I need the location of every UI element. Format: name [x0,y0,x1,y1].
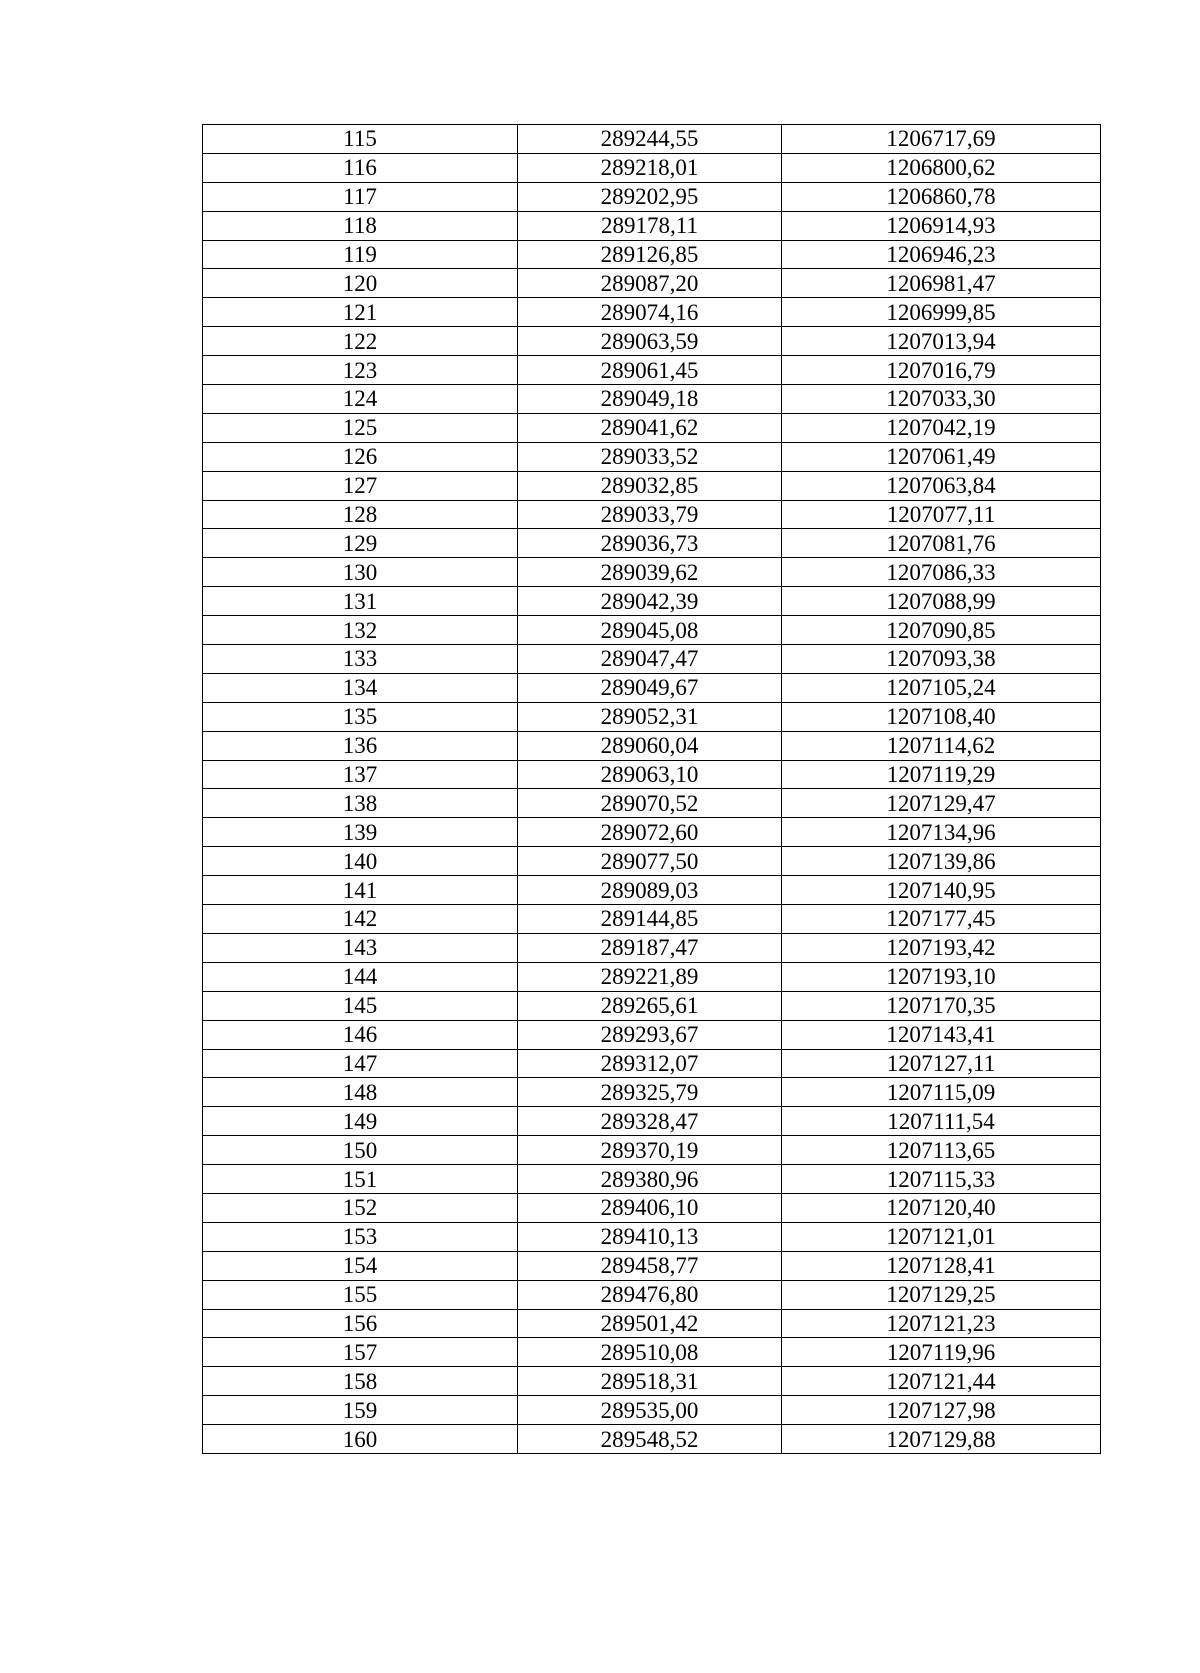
table-row [203,327,1101,356]
table-row [203,1049,1101,1078]
x-coordinate-cell: 289221,89 [518,962,782,991]
table-row [203,182,1101,211]
y-coordinate-cell: 1206981,47 [782,269,1101,298]
y-coordinate-cell: 1206999,85 [782,298,1101,327]
x-coordinate-cell: 289380,96 [518,1165,782,1194]
x-coordinate-cell: 289202,95 [518,182,782,211]
y-coordinate-cell: 1207113,65 [782,1136,1101,1165]
y-coordinate-cell: 1207013,94 [782,327,1101,356]
point-number-cell: 122 [203,327,518,356]
point-number-cell: 157 [203,1338,518,1367]
table-row [203,413,1101,442]
y-coordinate-cell: 1206717,69 [782,125,1101,154]
point-number-cell: 146 [203,1020,518,1049]
x-coordinate-cell: 289178,11 [518,211,782,240]
point-number-cell: 128 [203,500,518,529]
x-coordinate-cell: 289535,00 [518,1396,782,1425]
y-coordinate-cell: 1207193,10 [782,962,1101,991]
table-row [203,442,1101,471]
y-coordinate-cell: 1207081,76 [782,529,1101,558]
table-row [203,211,1101,240]
table-row [203,1078,1101,1107]
x-coordinate-cell: 289410,13 [518,1222,782,1251]
point-number-cell: 151 [203,1165,518,1194]
point-number-cell: 142 [203,905,518,934]
table-row [203,876,1101,905]
table-row [203,933,1101,962]
table-row [203,1136,1101,1165]
y-coordinate-cell: 1207139,86 [782,847,1101,876]
table-row [203,616,1101,645]
point-number-cell: 115 [203,125,518,154]
point-number-cell: 144 [203,962,518,991]
x-coordinate-cell: 289458,77 [518,1251,782,1280]
y-coordinate-cell: 1207120,40 [782,1193,1101,1222]
table-row [203,356,1101,385]
point-number-cell: 137 [203,760,518,789]
y-coordinate-cell: 1207114,62 [782,731,1101,760]
x-coordinate-cell: 289293,67 [518,1020,782,1049]
table-row [203,1396,1101,1425]
y-coordinate-cell: 1207121,23 [782,1309,1101,1338]
x-coordinate-cell: 289049,18 [518,385,782,414]
x-coordinate-cell: 289072,60 [518,818,782,847]
y-coordinate-cell: 1207119,29 [782,760,1101,789]
table-row [203,240,1101,269]
table-row [203,1165,1101,1194]
x-coordinate-cell: 289187,47 [518,933,782,962]
y-coordinate-cell: 1207170,35 [782,991,1101,1020]
point-number-cell: 136 [203,731,518,760]
y-coordinate-cell: 1207119,96 [782,1338,1101,1367]
y-coordinate-cell: 1207033,30 [782,385,1101,414]
y-coordinate-cell: 1207121,01 [782,1222,1101,1251]
table-row [203,673,1101,702]
x-coordinate-cell: 289070,52 [518,789,782,818]
x-coordinate-cell: 289126,85 [518,240,782,269]
point-number-cell: 158 [203,1367,518,1396]
y-coordinate-cell: 1207121,44 [782,1367,1101,1396]
table-row [203,905,1101,934]
coordinates-table-body [203,125,1101,1454]
table-row [203,1309,1101,1338]
x-coordinate-cell: 289033,52 [518,442,782,471]
table-row [203,731,1101,760]
x-coordinate-cell: 289518,31 [518,1367,782,1396]
y-coordinate-cell: 1207090,85 [782,616,1101,645]
y-coordinate-cell: 1207016,79 [782,356,1101,385]
x-coordinate-cell: 289061,45 [518,356,782,385]
point-number-cell: 141 [203,876,518,905]
table-row [203,847,1101,876]
point-number-cell: 134 [203,673,518,702]
x-coordinate-cell: 289060,04 [518,731,782,760]
table-row [203,760,1101,789]
x-coordinate-cell: 289218,01 [518,153,782,182]
point-number-cell: 143 [203,933,518,962]
x-coordinate-cell: 289041,62 [518,413,782,442]
table-row [203,125,1101,154]
x-coordinate-cell: 289045,08 [518,616,782,645]
point-number-cell: 116 [203,153,518,182]
x-coordinate-cell: 289089,03 [518,876,782,905]
point-number-cell: 140 [203,847,518,876]
y-coordinate-cell: 1207093,38 [782,645,1101,674]
table-row [203,1251,1101,1280]
y-coordinate-cell: 1207129,88 [782,1425,1101,1454]
point-number-cell: 145 [203,991,518,1020]
point-number-cell: 159 [203,1396,518,1425]
point-number-cell: 120 [203,269,518,298]
table-row [203,789,1101,818]
point-number-cell: 123 [203,356,518,385]
x-coordinate-cell: 289476,80 [518,1280,782,1309]
y-coordinate-cell: 1207129,25 [782,1280,1101,1309]
x-coordinate-cell: 289328,47 [518,1107,782,1136]
x-coordinate-cell: 289063,59 [518,327,782,356]
x-coordinate-cell: 289039,62 [518,558,782,587]
x-coordinate-cell: 289036,73 [518,529,782,558]
y-coordinate-cell: 1207134,96 [782,818,1101,847]
point-number-cell: 130 [203,558,518,587]
y-coordinate-cell: 1207077,11 [782,500,1101,529]
table-row [203,1425,1101,1454]
y-coordinate-cell: 1207177,45 [782,905,1101,934]
table-row [203,1367,1101,1396]
y-coordinate-cell: 1207088,99 [782,587,1101,616]
y-coordinate-cell: 1207129,47 [782,789,1101,818]
point-number-cell: 126 [203,442,518,471]
table-row [203,1020,1101,1049]
table-row [203,1107,1101,1136]
point-number-cell: 129 [203,529,518,558]
y-coordinate-cell: 1207111,54 [782,1107,1101,1136]
point-number-cell: 150 [203,1136,518,1165]
point-number-cell: 152 [203,1193,518,1222]
x-coordinate-cell: 289244,55 [518,125,782,154]
table-row [203,962,1101,991]
table-row [203,298,1101,327]
y-coordinate-cell: 1207115,09 [782,1078,1101,1107]
x-coordinate-cell: 289063,10 [518,760,782,789]
table-row [203,818,1101,847]
point-number-cell: 131 [203,587,518,616]
table-row [203,587,1101,616]
x-coordinate-cell: 289042,39 [518,587,782,616]
x-coordinate-cell: 289312,07 [518,1049,782,1078]
x-coordinate-cell: 289032,85 [518,471,782,500]
table-row [203,1338,1101,1367]
coordinates-table [202,124,1101,1454]
y-coordinate-cell: 1207128,41 [782,1251,1101,1280]
point-number-cell: 121 [203,298,518,327]
y-coordinate-cell: 1206860,78 [782,182,1101,211]
x-coordinate-cell: 289548,52 [518,1425,782,1454]
table-row [203,1193,1101,1222]
point-number-cell: 117 [203,182,518,211]
y-coordinate-cell: 1207143,41 [782,1020,1101,1049]
point-number-cell: 133 [203,645,518,674]
x-coordinate-cell: 289265,61 [518,991,782,1020]
table-row [203,153,1101,182]
x-coordinate-cell: 289325,79 [518,1078,782,1107]
y-coordinate-cell: 1206914,93 [782,211,1101,240]
y-coordinate-cell: 1207140,95 [782,876,1101,905]
table-row [203,702,1101,731]
point-number-cell: 154 [203,1251,518,1280]
y-coordinate-cell: 1206800,62 [782,153,1101,182]
y-coordinate-cell: 1206946,23 [782,240,1101,269]
x-coordinate-cell: 289144,85 [518,905,782,934]
point-number-cell: 124 [203,385,518,414]
point-number-cell: 135 [203,702,518,731]
x-coordinate-cell: 289501,42 [518,1309,782,1338]
y-coordinate-cell: 1207105,24 [782,673,1101,702]
y-coordinate-cell: 1207193,42 [782,933,1101,962]
point-number-cell: 155 [203,1280,518,1309]
x-coordinate-cell: 289074,16 [518,298,782,327]
x-coordinate-cell: 289087,20 [518,269,782,298]
x-coordinate-cell: 289047,47 [518,645,782,674]
table-row [203,1222,1101,1251]
point-number-cell: 125 [203,413,518,442]
y-coordinate-cell: 1207127,11 [782,1049,1101,1078]
y-coordinate-cell: 1207061,49 [782,442,1101,471]
point-number-cell: 153 [203,1222,518,1251]
x-coordinate-cell: 289033,79 [518,500,782,529]
y-coordinate-cell: 1207115,33 [782,1165,1101,1194]
table-row [203,558,1101,587]
y-coordinate-cell: 1207042,19 [782,413,1101,442]
y-coordinate-cell: 1207127,98 [782,1396,1101,1425]
y-coordinate-cell: 1207108,40 [782,702,1101,731]
table-row [203,500,1101,529]
table-row [203,991,1101,1020]
x-coordinate-cell: 289406,10 [518,1193,782,1222]
table-row [203,645,1101,674]
point-number-cell: 148 [203,1078,518,1107]
table-row [203,1280,1101,1309]
point-number-cell: 138 [203,789,518,818]
table-row [203,269,1101,298]
table-row [203,385,1101,414]
x-coordinate-cell: 289049,67 [518,673,782,702]
y-coordinate-cell: 1207086,33 [782,558,1101,587]
table-row [203,529,1101,558]
table-row [203,471,1101,500]
point-number-cell: 156 [203,1309,518,1338]
x-coordinate-cell: 289370,19 [518,1136,782,1165]
point-number-cell: 160 [203,1425,518,1454]
y-coordinate-cell: 1207063,84 [782,471,1101,500]
point-number-cell: 127 [203,471,518,500]
x-coordinate-cell: 289052,31 [518,702,782,731]
point-number-cell: 118 [203,211,518,240]
point-number-cell: 132 [203,616,518,645]
x-coordinate-cell: 289077,50 [518,847,782,876]
point-number-cell: 139 [203,818,518,847]
point-number-cell: 147 [203,1049,518,1078]
x-coordinate-cell: 289510,08 [518,1338,782,1367]
point-number-cell: 119 [203,240,518,269]
point-number-cell: 149 [203,1107,518,1136]
